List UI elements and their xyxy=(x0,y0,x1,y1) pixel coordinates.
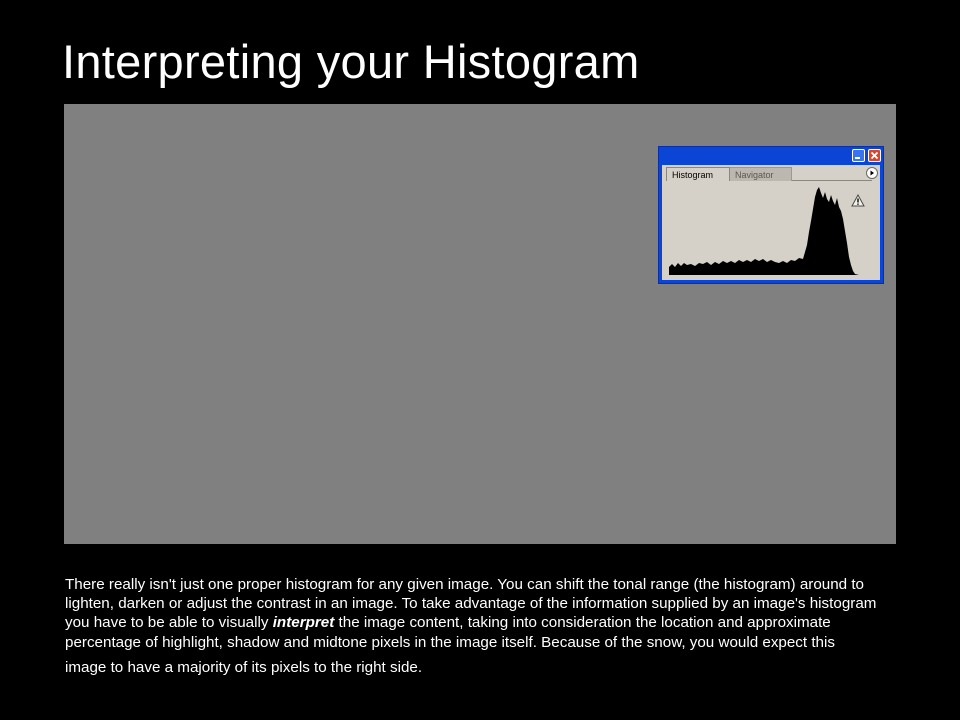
slide-title: Interpreting your Histogram xyxy=(62,35,640,88)
tab-navigator[interactable]: Navigator xyxy=(730,167,792,181)
caption-part-1: There really isn't just one proper histogram for any given image. You can shift the tonal range (the histogram) around to lighten, darken or adjust the contrast in an image. To take advantage of the information supplied by an image's histogram you have to be able to visually xyxy=(65,576,877,632)
warning-icon[interactable] xyxy=(851,194,865,207)
palette-body xyxy=(662,165,880,280)
caption-part-2: the image content, taking into consideration the location and approximate percentage of highlight, shadow and midtone pixels in the image itself. Because of the snow, you would expect this xyxy=(65,614,835,651)
histogram-palette xyxy=(658,146,884,284)
palette-menu-icon[interactable] xyxy=(866,167,878,179)
image-placeholder xyxy=(64,104,896,544)
minimize-icon[interactable] xyxy=(852,149,865,162)
caption-part-3: image to have a majority of its pixels to the right side. xyxy=(65,658,423,676)
caption-emphasis: interpret xyxy=(272,614,335,632)
histogram-graph xyxy=(669,187,869,275)
close-icon[interactable] xyxy=(868,149,881,162)
palette-titlebar[interactable] xyxy=(659,147,883,165)
tab-histogram[interactable]: Histogram xyxy=(666,167,730,181)
caption-text xyxy=(65,575,885,677)
tab-divider xyxy=(792,180,872,181)
